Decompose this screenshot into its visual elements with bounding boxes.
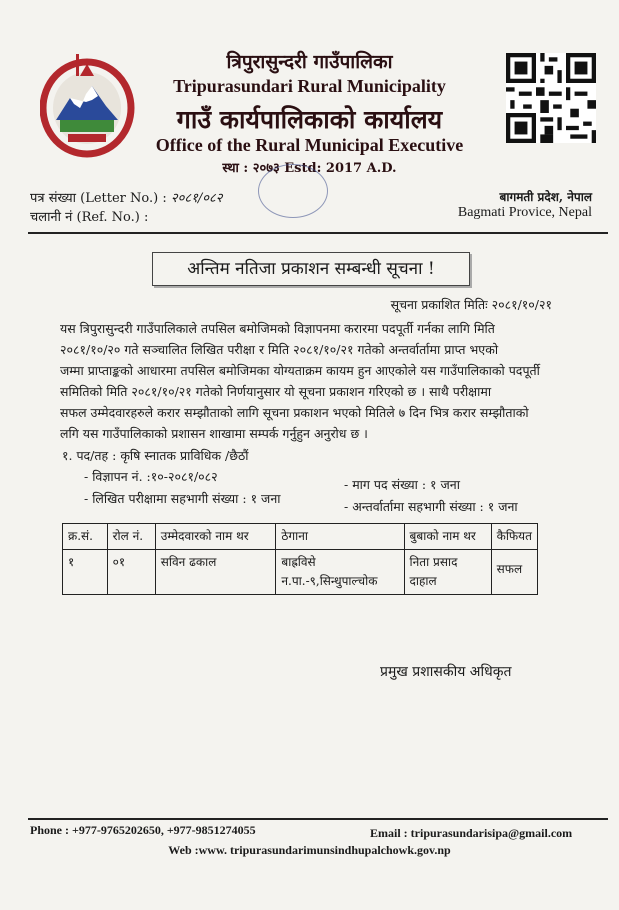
cell-father-name: निता प्रसाद दाहाल bbox=[404, 550, 491, 595]
body-line: जम्मा प्राप्ताङ्कको आधारमा तपसिल बमोजिमका योग्यताक्रम कायम हुन आएकोले यस गाउँपालिकाको पदपूर्ती bbox=[60, 363, 540, 378]
notice-body bbox=[60, 318, 552, 444]
header-candidate-name: उम्मेदवारको नाम थर bbox=[155, 524, 276, 550]
footer-divider bbox=[28, 818, 608, 820]
office-name-english: Office of the Rural Municipal Executive bbox=[155, 135, 464, 155]
province-english: Bagmati Provice, Nepal bbox=[457, 205, 592, 220]
body-line: लगि यस गाउँपालिकाको प्रशासन शाखामा सम्पर्क गर्नुहुन अनुरोध छ । bbox=[60, 426, 368, 441]
cell-roll-no: ०१ bbox=[107, 550, 155, 595]
advertisement-number: - विज्ञापन नं. :१०-२०८१/०८२ bbox=[84, 469, 218, 484]
cell-candidate-name: सविन ढकाल bbox=[155, 550, 276, 595]
table-header-row bbox=[63, 524, 538, 550]
province-devanagari: बागमती प्रदेश, नेपाल bbox=[499, 190, 592, 204]
cell-address: बाह्रविसे न.पा.-९,सिन्धुपाल्चोक bbox=[276, 550, 404, 595]
written-exam-participants: - लिखित परीक्षामा सहभागी संख्या : १ जना bbox=[84, 491, 281, 506]
demand-count: - माग पद संख्या : १ जना bbox=[344, 477, 460, 492]
header-address: ठेगाना bbox=[276, 524, 404, 550]
letter-no-value: २०८१/०८२ bbox=[170, 191, 223, 206]
table-row bbox=[63, 550, 538, 595]
footer-website[interactable]: Web :www. tripurasundarimunsindhupalchowk.gov.np bbox=[168, 843, 451, 857]
body-line: समितिको मिति २०८१/१०/२१ गतेको निर्णयानुसार यो सूचना प्रकाशन गरिएको छ । साथै परीक्षामा bbox=[60, 384, 492, 399]
reference-number-label: चलानी नं (Ref. No.) : bbox=[30, 210, 149, 225]
body-line: सफल उम्मेदवारहरुले करार सम्झौताको लागि सूचना प्रकाशन भएको मितिले ७ दिन भित्र करार सम्झौताको bbox=[60, 405, 529, 420]
letter-no-label: पत्र संख्या (Letter No.) : bbox=[30, 191, 167, 206]
header-divider bbox=[28, 232, 608, 234]
signature-title: प्रमुख प्रशासकीय अधिकृत bbox=[380, 664, 512, 680]
post-detail: १. पद/तह : कृषि स्नातक प्राविधिक /छैठौं bbox=[62, 448, 249, 463]
footer-phone: Phone : +977-9765202650, +977-9851274055 bbox=[30, 823, 256, 837]
body-line: यस त्रिपुरासुन्दरी गाउँपालिकाले तपसिल बमोजिमको विज्ञापनमा करारमा पदपूर्ती गर्नका लागि मिति bbox=[60, 321, 495, 336]
municipality-name-english: Tripurasundari Rural Municipality bbox=[173, 76, 446, 96]
qr-code bbox=[506, 52, 596, 144]
header-father-name: बुबाको नाम थर bbox=[404, 524, 491, 550]
results-table bbox=[62, 523, 538, 595]
municipality-name-devanagari: त्रिपुरासुन्दरी गाउँपालिका bbox=[226, 51, 393, 73]
footer-email[interactable]: Email : tripurasundarisipa@gmail.com bbox=[370, 826, 573, 840]
notice-title: अन्तिम नतिजा प्रकाशन सम्बन्धी सूचना ! bbox=[152, 252, 470, 286]
interview-participants: - अन्तर्वार्तामा सहभागी संख्या : १ जना bbox=[344, 499, 518, 514]
office-name-devanagari: गाउँ कार्यपालिकाको कार्यालय bbox=[176, 105, 443, 134]
body-line: २०८१/१०/२० गते सञ्चालित लिखित परीक्षा र मिति २०८१/१०/२१ गतेको अन्तर्वार्तामा प्राप्त भएको bbox=[60, 342, 499, 357]
published-date: सूचना प्रकाशित मितिः २०८१/१०/२१ bbox=[390, 297, 552, 312]
established-date: स्था : २०७३ Estd: 2017 A.D. bbox=[222, 161, 397, 176]
cell-remarks: सफल bbox=[491, 550, 537, 595]
header-remarks: कैफियत bbox=[491, 524, 537, 550]
header-roll-no: रोल नं. bbox=[107, 524, 155, 550]
letter-number bbox=[30, 188, 223, 206]
header-serial: क्र.सं. bbox=[63, 524, 108, 550]
office-stamp bbox=[258, 164, 328, 218]
cell-serial: १ bbox=[63, 550, 108, 595]
